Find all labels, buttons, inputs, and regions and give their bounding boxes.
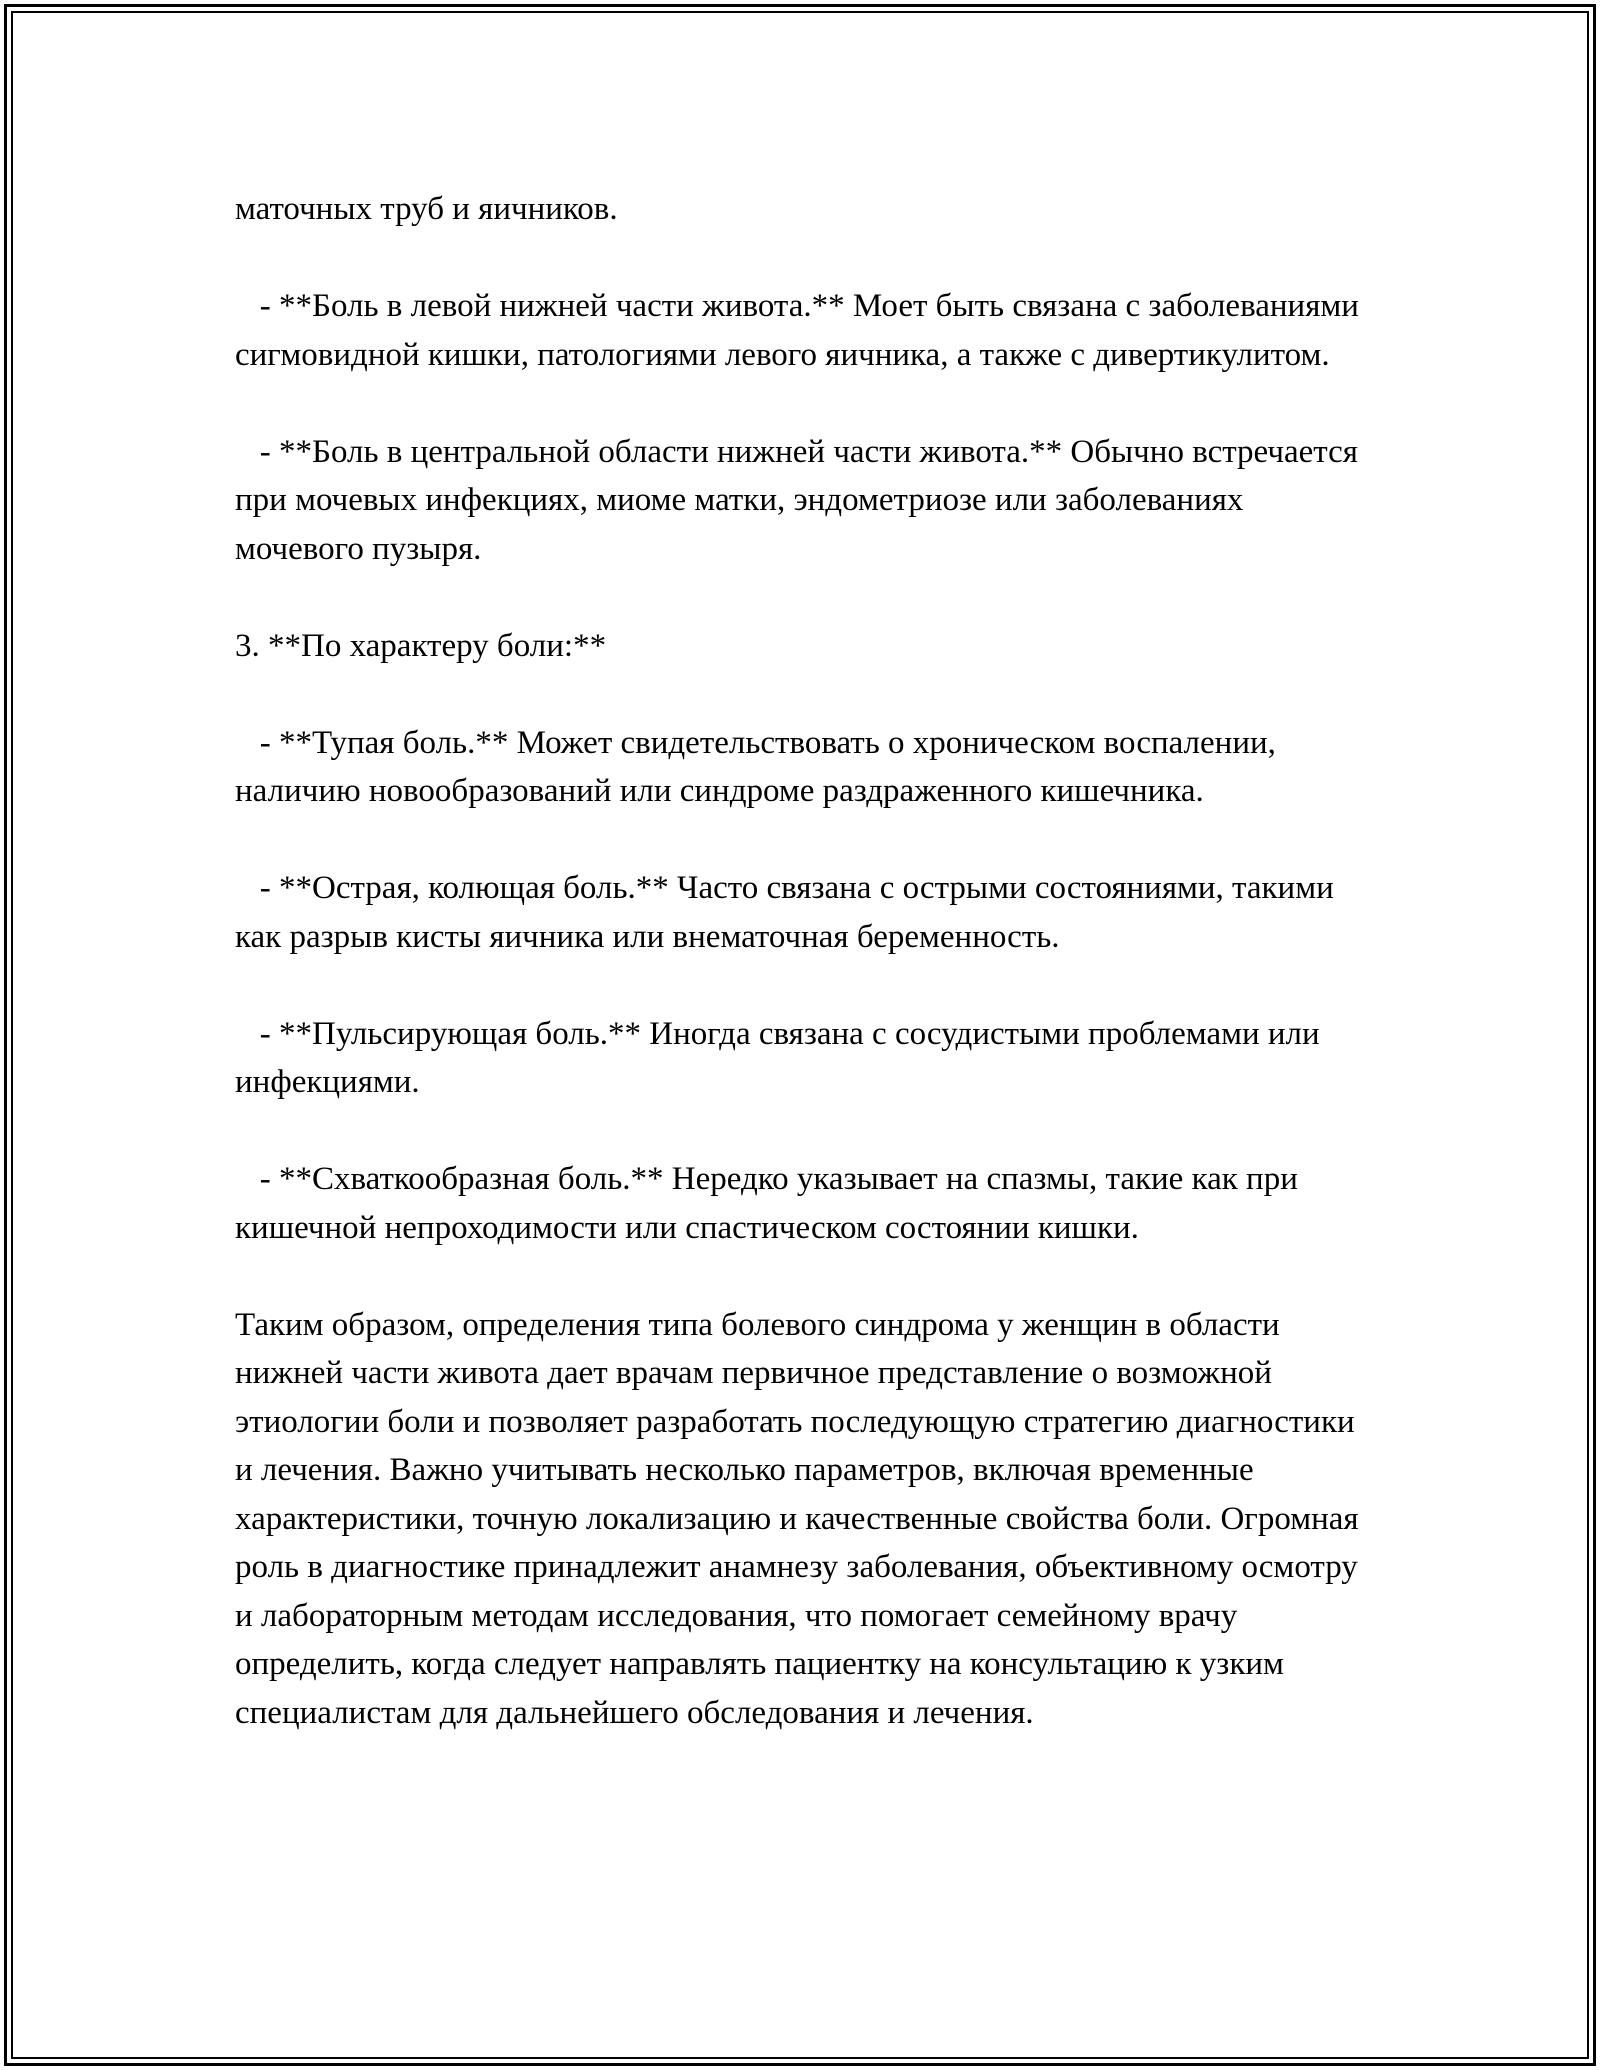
heading-pain-character: 3. **По характеру боли:** xyxy=(235,627,607,664)
paragraph-pulsating-pain: - **Пульсирующая боль.** Иногда связана с сосудистыми проблемами или инфекциями. xyxy=(235,1015,1328,1100)
paragraph-dull-pain: - **Тупая боль.** Может свидетельствовать о хроническом воспалении, наличию новообразований или синдроме раздраженного кишечника. xyxy=(235,724,1285,809)
paragraph-conclusion: Таким образом, определения типа болевого синдрома у женщин в области нижней части живота дает врачам первичное представление о возможной этиологии боли и позволяет разработать последующую стратегию диагностики и лечения. Важно учитывать несколько параметров, включая временные характеристики, точную локализацию и качественные свойства боли. Огромная роль в диагностике принадлежит анамнезу заболевания, объективному осмотру и лабораторным методам исследования, что помогает семейному врачу определить, когда следует направлять пациентку на консультацию к узким специалистам для дальнейшего обследования и лечения. xyxy=(235,1306,1367,1731)
paragraph-acute-pain: - **Острая, колющая боль.** Часто связана с острыми состояниями, такими как разрыв кисты яичника или внематочная беременность. xyxy=(235,870,1343,955)
paragraph-left-lower-pain: - **Боль в левой нижней части живота.** Моет быть связана с заболеваниями сигмовидной кишки, патологиями левого яичника, а также с дивертикулитом. xyxy=(235,288,1368,373)
document-body xyxy=(235,185,1368,1737)
paragraph-cramping-pain: - **Схваткообразная боль.** Нередко указывает на спазмы, такие как при кишечной непроходимости или спастическом состоянии кишки. xyxy=(235,1161,1307,1246)
paragraph-tubes-ovaries: маточных труб и яичников. xyxy=(235,191,618,227)
paragraph-central-lower-pain: - **Боль в центральной области нижней части живота.** Обычно встречается при мочевых инфекциях, миоме матки, эндометриозе или заболеваниях мочевого пузыря. xyxy=(235,433,1367,567)
